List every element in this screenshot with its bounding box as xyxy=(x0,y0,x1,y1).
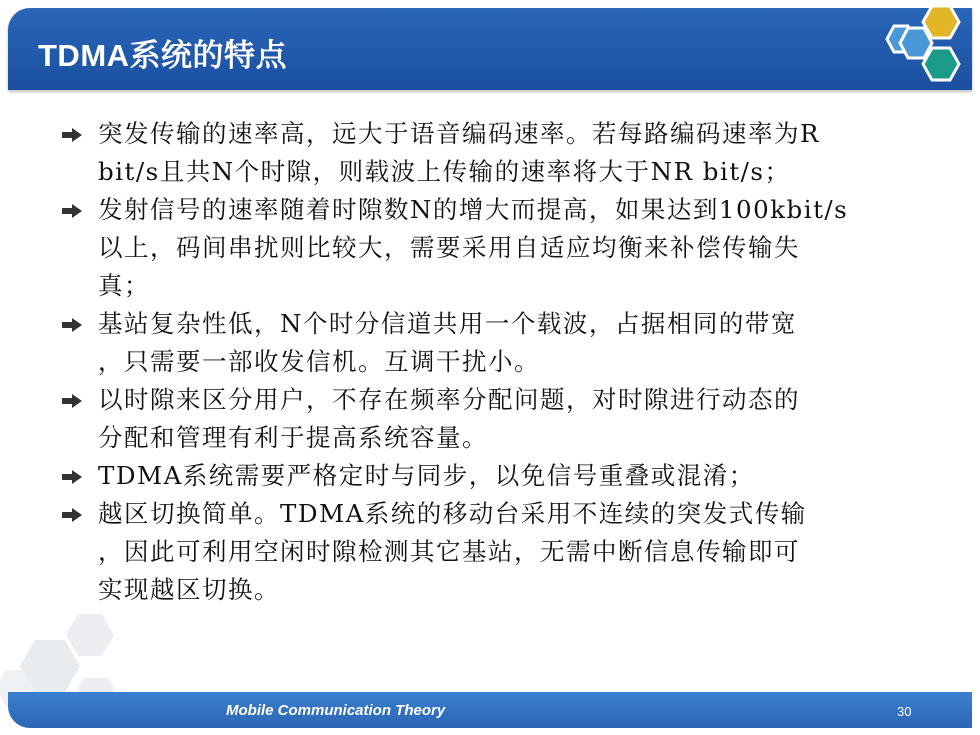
footer-course-title: Mobile Communication Theory xyxy=(226,702,446,719)
arrow-right-icon xyxy=(62,128,82,142)
bullet-text-line: 真； xyxy=(98,271,150,300)
bullet-text-line: 以时隙来区分用户，不存在频率分配问题，对时隙进行动态的 xyxy=(98,385,800,414)
bullet-item xyxy=(62,305,932,381)
bullet-text-line: 发射信号的速率随着时隙数N的增大而提高，如果达到100kbit/s xyxy=(98,195,849,224)
arrow-right-icon xyxy=(62,508,82,522)
page-number: 30 xyxy=(897,704,912,719)
bullet-item xyxy=(62,381,932,457)
footer-bar xyxy=(8,692,972,728)
bullet-text-line: bit/s且共N个时隙，则载波上传输的速率将大于NR bit/s； xyxy=(98,157,791,186)
arrow-right-icon xyxy=(62,394,82,408)
bullet-item xyxy=(62,115,932,191)
bullet-list xyxy=(62,115,932,609)
bullet-text-line: TDMA系统需要严格定时与同步，以免信号重叠或混淆； xyxy=(98,461,755,490)
bullet-item xyxy=(62,457,932,495)
bullet-text-line: 基站复杂性低，N个时分信道共用一个载波，占据相同的带宽 xyxy=(98,309,797,338)
slide-title: TDMA系统的特点 xyxy=(38,38,288,73)
bullet-text-line: 分配和管理有利于提高系统容量。 xyxy=(98,423,488,452)
bullet-item xyxy=(62,495,932,609)
bullet-text-line: 突发传输的速率高，远大于语音编码速率。若每路编码速率为R xyxy=(98,119,820,148)
bullet-item xyxy=(62,191,932,305)
bullet-text-line: ，只需要一部收发信机。互调干扰小。 xyxy=(98,347,540,376)
bullet-text-line: 以上，码间串扰则比较大，需要采用自适应均衡来补偿传输失 xyxy=(98,233,800,262)
bullet-text-line: 越区切换简单。TDMA系统的移动台采用不连续的突发式传输 xyxy=(98,499,807,528)
hexagon-cluster-icon xyxy=(868,2,976,102)
arrow-right-icon xyxy=(62,470,82,484)
arrow-right-icon xyxy=(62,318,82,332)
bullet-text-line: ，因此可利用空闲时隙检测其它基站，无需中断信息传输即可 xyxy=(98,537,800,566)
arrow-right-icon xyxy=(62,204,82,218)
bullet-text-line: 实现越区切换。 xyxy=(98,575,280,604)
